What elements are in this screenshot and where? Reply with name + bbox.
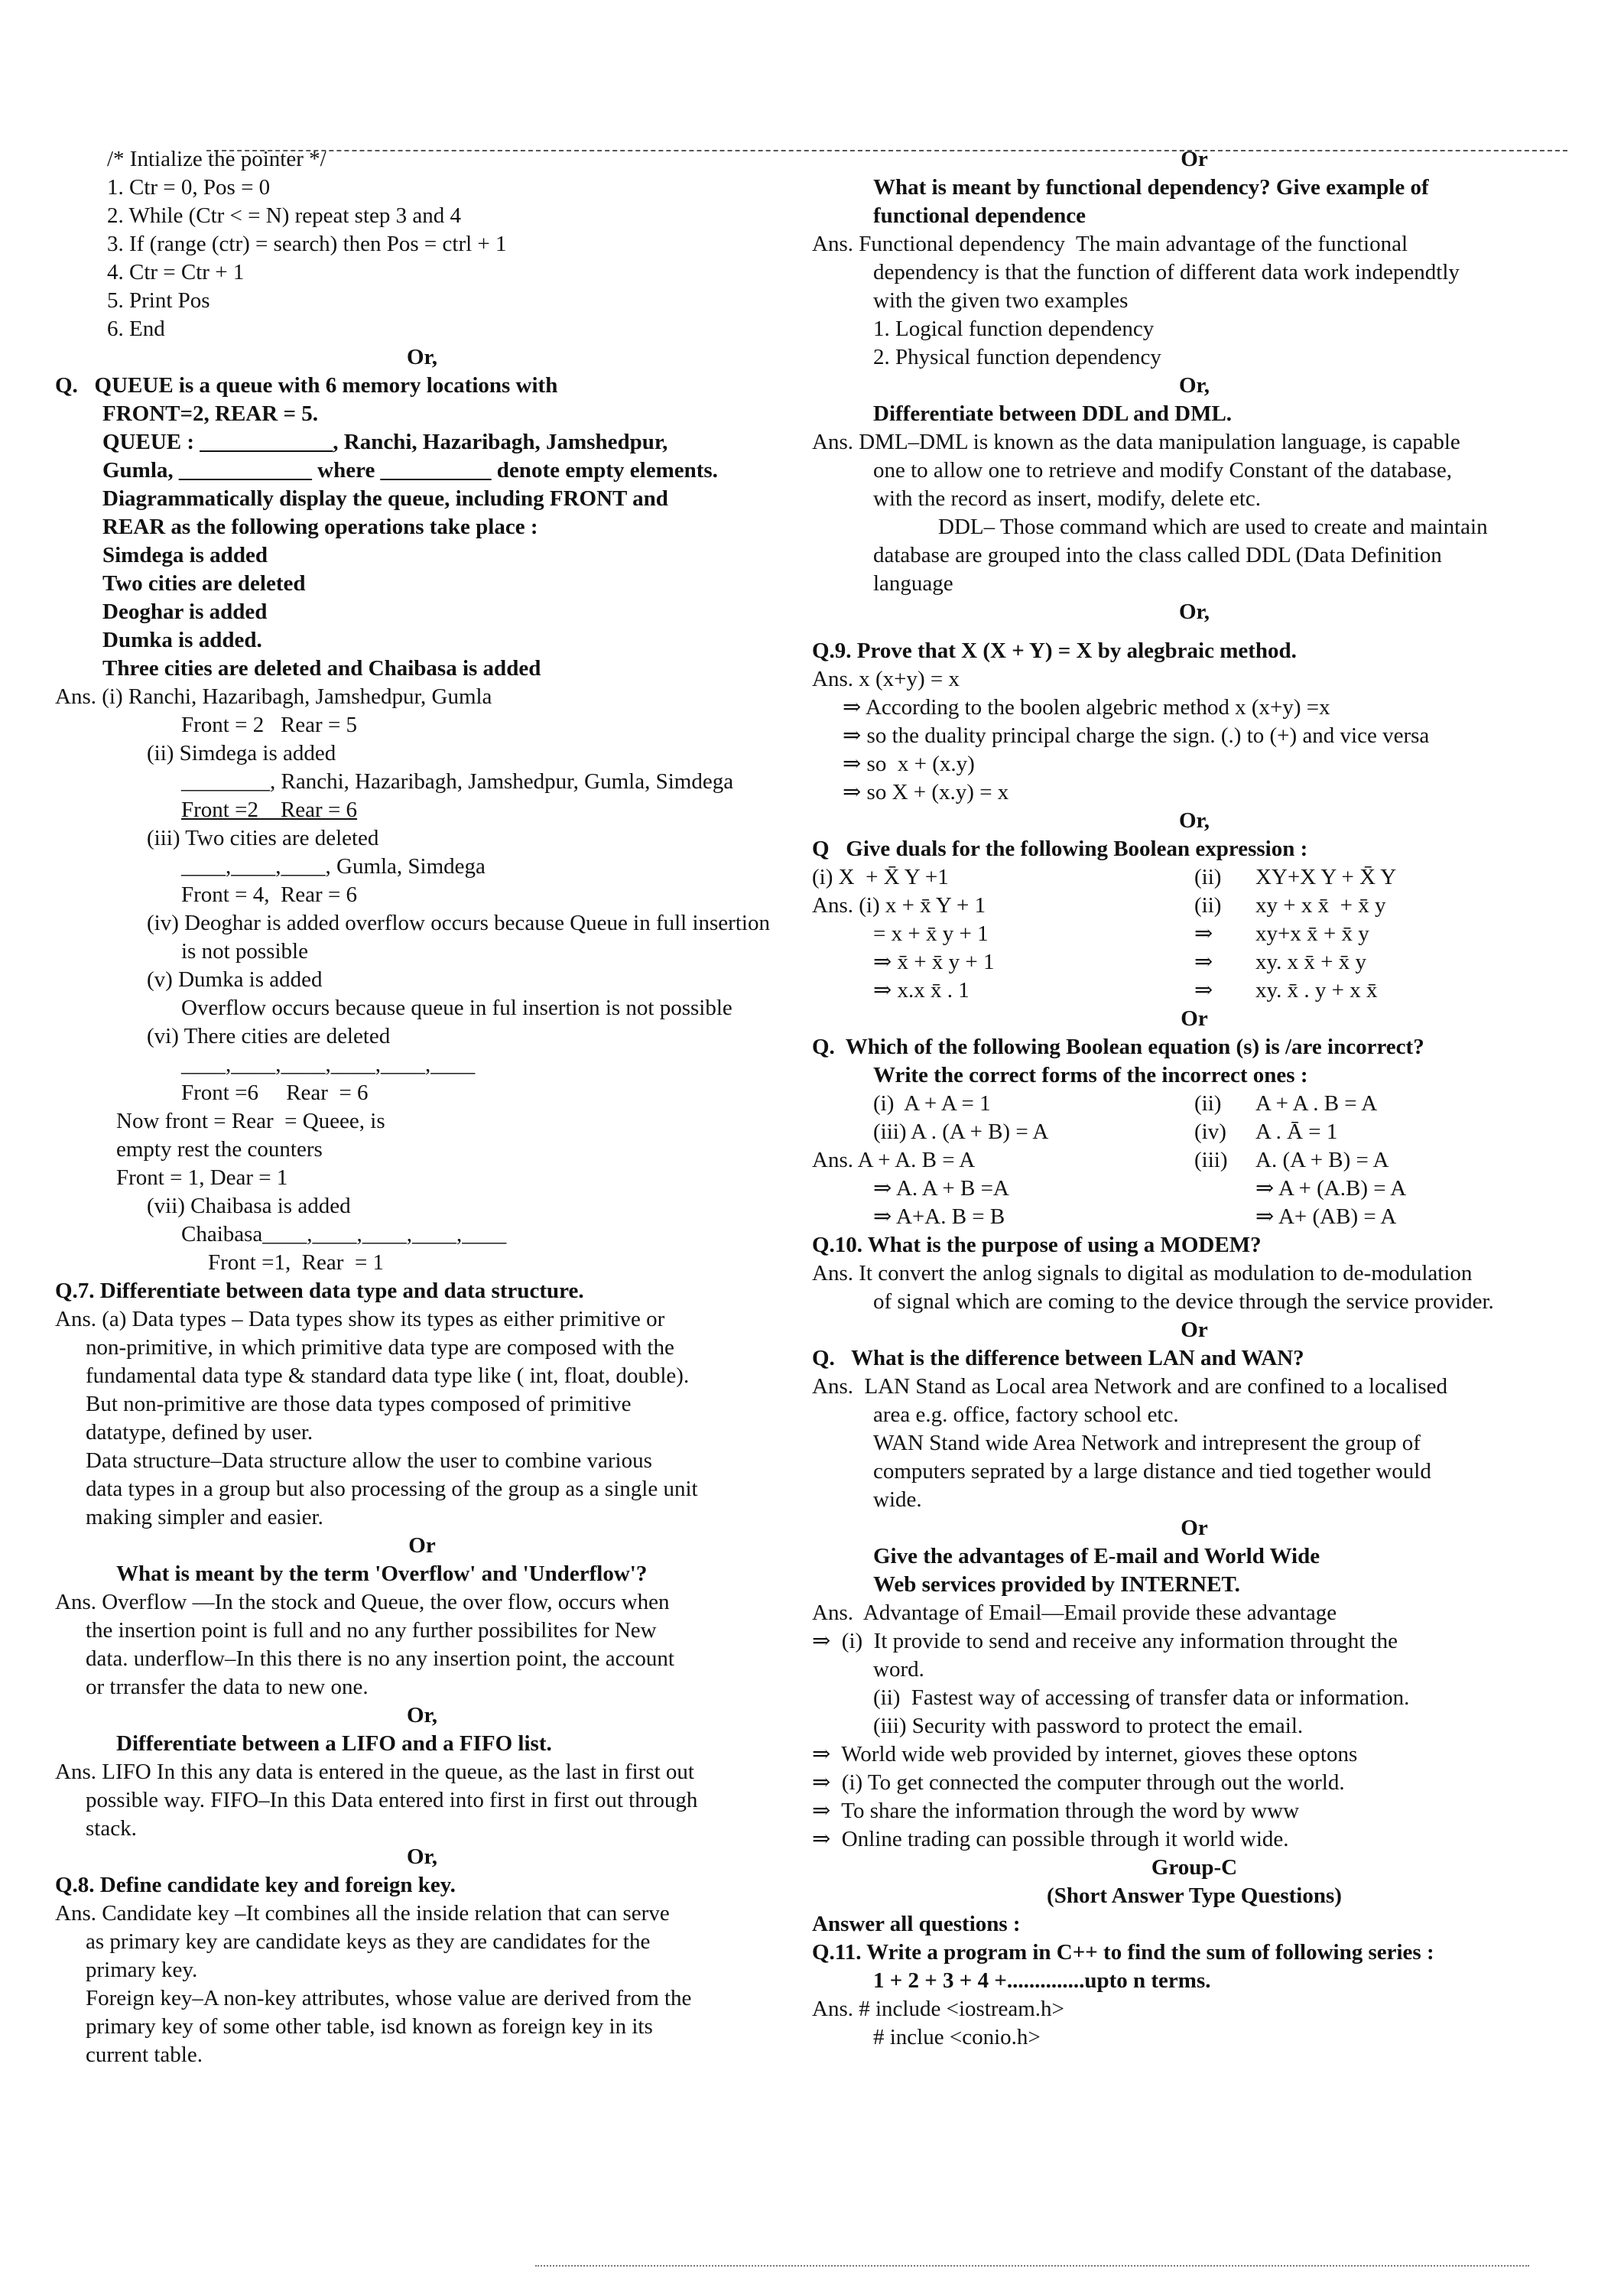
- algo-line: 3. If (range (ctr) = search) then Pos = ctrl + 1: [107, 232, 507, 256]
- answer-line: with the given two examples: [873, 288, 1129, 313]
- bool-cell: [1194, 1175, 1255, 1203]
- answer-line: wide.: [873, 1487, 922, 1512]
- answer-line: non-primitive, in which primitive data type are composed with the: [86, 1335, 674, 1360]
- algo-line: /* Intialize the pointer */: [107, 147, 326, 171]
- answer-line: ⇒ (i) To get connected the computer through out the world.: [812, 1770, 1345, 1795]
- bool-cell: ⇒ A+ (AB) = A: [1255, 1204, 1397, 1229]
- lifo-answer: [55, 1758, 789, 1843]
- answer-line: possible way. FIFO–In this Data entered into first in first out through: [86, 1788, 698, 1812]
- duals-table: [812, 863, 1577, 1005]
- bool-cell: (iii) A . (A + B) = A: [873, 1120, 1049, 1144]
- duals-cell: (i) X + X̄ Y +1: [812, 865, 949, 889]
- q10-answer: [812, 1259, 1577, 1316]
- duals-cell: xy. x x̄ + x̄ y: [1255, 950, 1366, 974]
- answer-line: Front = 4, Rear = 6: [181, 882, 358, 907]
- question-line: Give the advantages of E-mail and World Wide: [873, 1544, 1320, 1568]
- answer-line: Front =1, Rear = 1: [208, 1250, 385, 1275]
- fd-answer: [812, 230, 1577, 372]
- right-column: [812, 145, 1577, 2052]
- queue-question: [55, 372, 789, 683]
- bool-cell: ⇒ A + (A.B) = A: [1255, 1176, 1407, 1201]
- answer-line: 2. Physical function dependency: [873, 345, 1161, 369]
- or-separator: Or: [1181, 147, 1208, 171]
- duals-question: Q Give duals for the following Boolean expression :: [812, 837, 1308, 861]
- queue-answer: [55, 683, 789, 1277]
- answer-line: or trransfer the data to new one.: [86, 1675, 369, 1699]
- answer-line: Ans. It convert the anlog signals to digital as modulation to de-modulation: [812, 1261, 1473, 1285]
- answer-line: # inclue <conio.h>: [873, 2025, 1041, 2049]
- answer-line: (vi) There cities are deleted: [147, 1024, 391, 1048]
- q9-answer: [812, 665, 1577, 807]
- answer-line: empty rest the counters: [116, 1137, 323, 1162]
- bool-cell: (iv): [1194, 1120, 1226, 1144]
- algo-line: 2. While (Ctr < = N) repeat step 3 and 4: [107, 203, 462, 228]
- answer-line: the insertion point is full and no any further possibilites for New: [86, 1618, 657, 1643]
- question-line: Diagrammatically display the queue, including FRONT and: [102, 486, 668, 511]
- q10-heading: Q.10. What is the purpose of using a MODEM?: [812, 1233, 1262, 1257]
- answer-line: DDL– Those command which are used to create and maintain: [938, 515, 1488, 539]
- short-answer-heading: (Short Answer Type Questions): [1047, 1883, 1342, 1908]
- answer-line: ⇒ so x + (x.y): [843, 752, 975, 776]
- answer-line: Ans. (a) Data types – Data types show its types as either primitive or: [55, 1307, 665, 1331]
- answer-line: word.: [873, 1657, 924, 1682]
- answer-line: computers seprated by a large distance and tied together would: [873, 1459, 1431, 1484]
- answer-line: WAN Stand wide Area Network and intrepresent the group of: [873, 1431, 1421, 1455]
- duals-cell: xy. x̄ . y + x x̄: [1255, 978, 1378, 1003]
- question-line: functional dependence: [873, 203, 1086, 228]
- answer-line: primary key.: [86, 1958, 198, 1982]
- bool-cell: Ans. A + A. B = A: [812, 1148, 976, 1172]
- or-separator: Or: [408, 1533, 436, 1558]
- answer-line: Ans. Candidate key –It combines all the inside relation that can serve: [55, 1901, 670, 1926]
- duals-cell: xy+x x̄ + x̄ y: [1255, 921, 1369, 946]
- answer-line: Data structure–Data structure allow the user to combine various: [86, 1448, 652, 1473]
- or-separator: Or: [1181, 1516, 1208, 1540]
- algo-line: 6. End: [107, 317, 165, 341]
- answer-line: language: [873, 571, 953, 596]
- answer-line: datatype, defined by user.: [86, 1420, 313, 1445]
- or-separator: Or,: [1178, 373, 1210, 398]
- question-line: QUEUE : ____________, Ranchi, Hazaribagh, Jamshedpur,: [102, 430, 668, 454]
- duals-cell: (ii): [1194, 893, 1222, 918]
- ddl-answer: [812, 428, 1577, 598]
- answer-line: ⇒ World wide web provided by internet, gioves these optons: [812, 1742, 1358, 1766]
- answer-line: stack.: [86, 1816, 137, 1841]
- question-line: Simdega is added: [102, 543, 268, 567]
- lifo-question: Differentiate between a LIFO and a FIFO list.: [116, 1731, 552, 1756]
- bool-cell: ⇒ A+A. B = B: [873, 1204, 1005, 1229]
- question-line: Dumka is added.: [102, 628, 262, 652]
- answer-line: ____,____,____,____,____,____: [181, 1052, 476, 1077]
- answer-line: Ans. (i) Ranchi, Hazaribagh, Jamshedpur, Gumla: [55, 684, 492, 709]
- q11-question: [812, 1939, 1577, 1995]
- algo-line: 5. Print Pos: [107, 288, 210, 313]
- question-line: 1 + 2 + 3 + 4 +..............upto n terms.: [873, 1968, 1211, 1993]
- answer-line: 1. Logical function dependency: [873, 317, 1155, 341]
- or-separator: Or: [1181, 1318, 1208, 1342]
- answer-line: Ans. x (x+y) = x: [812, 667, 960, 691]
- or-separator: Or,: [406, 1844, 438, 1869]
- lan-question: Q. What is the difference between LAN and WAN?: [812, 1346, 1304, 1370]
- answer-line: ⇒ Online trading can possible through it world wide.: [812, 1827, 1289, 1851]
- answer-line: (ii) Simdega is added: [147, 741, 336, 765]
- or-separator: Or,: [1178, 600, 1210, 624]
- question-line: REAR as the following operations take place :: [102, 515, 538, 539]
- question-line: Deoghar is added: [102, 600, 268, 624]
- answer-line: Ans. Overflow —In the stock and Queue, the over flow, occurs when: [55, 1590, 670, 1614]
- answer-line: area e.g. office, factory school etc.: [873, 1402, 1179, 1427]
- email-question: [812, 1542, 1577, 1599]
- question-line: Two cities are deleted: [102, 571, 306, 596]
- ddl-question: Differentiate between DDL and DML.: [873, 401, 1233, 426]
- algo-line: 1. Ctr = 0, Pos = 0: [107, 175, 271, 200]
- question-line: What is meant by functional dependency? Give example of: [873, 175, 1429, 200]
- answer-line: ⇒ To share the information through the word by www: [812, 1799, 1300, 1823]
- answer-line: ⇒ so the duality principal charge the sign. (.) to (+) and vice versa: [843, 723, 1430, 748]
- q7-heading: Q.7. Differentiate between data type and data structure.: [55, 1279, 584, 1303]
- answer-line: Ans. LIFO In this any data is entered in the queue, as the last in first out: [55, 1760, 694, 1784]
- answer-line: ⇒ (i) It provide to send and receive any information throught the: [812, 1629, 1398, 1653]
- duals-cell: xy + x x̄ + x̄ y: [1255, 893, 1386, 918]
- answer-line: with the record as insert, modify, delete etc.: [873, 486, 1262, 511]
- duals-cell: ⇒: [1194, 978, 1213, 1003]
- answer-line: as primary key are candidate keys as they are candidates for the: [86, 1929, 651, 1954]
- answer-line: is not possible: [181, 939, 308, 964]
- answer-line: Ans. # include <iostream.h>: [812, 1997, 1064, 2021]
- q8-heading: Q.8. Define candidate key and foreign key.: [55, 1873, 456, 1897]
- answer-line: ________, Ranchi, Hazaribagh, Jamshedpur, Gumla, Simdega: [181, 769, 734, 794]
- answer-line: Foreign key–A non-key attributes, whose value are derived from the: [86, 1986, 692, 2010]
- answer-line: dependency is that the function of different data work independtly: [873, 260, 1460, 284]
- bool-cell: A . Ā = 1: [1255, 1120, 1338, 1144]
- answer-line: Ans. Functional dependency The main advantage of the functional: [812, 232, 1408, 256]
- bool-cell: [1194, 1203, 1255, 1231]
- q7-answer: [55, 1305, 789, 1532]
- duals-cell: ⇒ x.x x̄ . 1: [873, 978, 970, 1003]
- q11-answer: [812, 1995, 1577, 2052]
- fd-question: [812, 174, 1577, 230]
- question-line: Gumla, ____________ where __________ denote empty elements.: [102, 458, 718, 483]
- duals-cell: ⇒ x̄ + x̄ y + 1: [873, 950, 995, 974]
- email-answer: [812, 1599, 1577, 1854]
- lan-answer: [812, 1373, 1577, 1514]
- algo-line: 4. Ctr = Ctr + 1: [107, 260, 245, 284]
- answer-line: Front =6 Rear = 6: [181, 1081, 369, 1105]
- algorithm-block: [55, 145, 789, 343]
- answer-line: current table.: [86, 2043, 203, 2067]
- question-line: Write the correct forms of the incorrect ones :: [873, 1063, 1308, 1087]
- question-line: Q. Which of the following Boolean equation (s) is /are incorrect?: [812, 1035, 1424, 1059]
- bool-cell: A + A . B = A: [1255, 1091, 1378, 1116]
- answer-line: (iii) Security with password to protect the email.: [873, 1714, 1304, 1738]
- bottom-dotted-rule: [535, 2265, 1529, 2267]
- bool-cell: (ii): [1194, 1091, 1222, 1116]
- duals-cell: XY+X Y + X̄ Y: [1255, 865, 1397, 889]
- answer-line: (iii) Two cities are deleted: [147, 826, 379, 850]
- answer-line: Ans. DML–DML is known as the data manipulation language, is capable: [812, 430, 1460, 454]
- answer-line: Chaibasa____,____,____,____,____: [181, 1222, 507, 1246]
- answer-line: one to allow one to retrieve and modify Constant of the database,: [873, 458, 1453, 483]
- answer-line: Front = 2 Rear = 5: [181, 713, 358, 737]
- question-line: Q. QUEUE is a queue with 6 memory locations with: [55, 373, 558, 398]
- bool-cell: ⇒ A. A + B =A: [873, 1176, 1009, 1201]
- group-c-heading: Group-C: [1151, 1855, 1238, 1880]
- answer-all-instruction: Answer all questions :: [812, 1912, 1021, 1936]
- answer-line: data types in a group but also processing of the group as a single unit: [86, 1477, 698, 1501]
- or-separator: Or,: [406, 1703, 438, 1727]
- or-separator: Or: [1181, 1006, 1208, 1031]
- q8-answer: [55, 1900, 789, 2069]
- spacer: [812, 626, 1577, 637]
- answer-line: Ans. Advantage of Email—Email provide these advantage: [812, 1601, 1337, 1625]
- answer-line: Overflow occurs because queue in ful insertion is not possible: [181, 996, 732, 1020]
- question-line: Web services provided by INTERNET.: [873, 1572, 1240, 1597]
- answer-line: primary key of some other table, isd known as foreign key in its: [86, 2014, 653, 2039]
- question-line: FRONT=2, REAR = 5.: [102, 401, 318, 426]
- answer-line: ⇒ so X + (x.y) = x: [843, 780, 1009, 804]
- answer-line: (vii) Chaibasa is added: [147, 1194, 351, 1218]
- answer-line: making simpler and easier.: [86, 1505, 323, 1529]
- answer-line: (ii) Fastest way of accessing of transfer data or information.: [873, 1685, 1410, 1710]
- bool-cell: (i) A + A = 1: [873, 1091, 991, 1116]
- left-column: [55, 145, 789, 2069]
- q9-heading: Q.9. Prove that X (X + Y) = X by alegbraic method.: [812, 639, 1297, 663]
- bool-table: [812, 1090, 1577, 1231]
- answer-line: Front = 1, Dear = 1: [116, 1165, 288, 1190]
- answer-line: ⇒ According to the boolen algebric method x (x+y) =x: [843, 695, 1330, 720]
- bool-cell: (iii): [1194, 1148, 1228, 1172]
- bool-cell: A. (A + B) = A: [1255, 1148, 1389, 1172]
- overflow-question: What is meant by the term 'Overflow' and 'Underflow'?: [116, 1562, 648, 1586]
- overflow-answer: [55, 1588, 789, 1701]
- duals-cell: (ii): [1194, 865, 1222, 889]
- or-separator: Or,: [406, 345, 438, 369]
- duals-cell: Ans. (i) x + x̄ Y + 1: [812, 893, 986, 918]
- answer-line: Now front = Rear = Queee, is: [116, 1109, 385, 1133]
- answer-line: But non-primitive are those data types composed of primitive: [86, 1392, 632, 1416]
- question-line: Q.11. Write a program in C++ to find the sum of following series :: [812, 1940, 1434, 1965]
- answer-line: (v) Dumka is added: [147, 967, 323, 992]
- bool-question: [812, 1033, 1577, 1090]
- duals-cell: ⇒: [1194, 921, 1213, 946]
- question-line: Three cities are deleted and Chaibasa is added: [102, 656, 541, 681]
- answer-line: of signal which are coming to the device through the service provider.: [873, 1289, 1494, 1314]
- answer-line: data. underflow–In this there is no any insertion point, the account: [86, 1646, 674, 1671]
- answer-line: ____,____,____, Gumla, Simdega: [181, 854, 486, 879]
- answer-line: database are grouped into the class called DDL (Data Definition: [873, 543, 1442, 567]
- duals-cell: ⇒: [1194, 950, 1213, 974]
- answer-line: fundamental data type & standard data type like ( int, float, double).: [86, 1363, 690, 1388]
- answer-line: (iv) Deoghar is added overflow occurs because Queue in full insertion: [147, 911, 770, 935]
- answer-line: Front =2 Rear = 6: [181, 798, 358, 822]
- answer-line: Ans. LAN Stand as Local area Network and are confined to a localised: [812, 1374, 1448, 1399]
- duals-cell: = x + x̄ y + 1: [873, 921, 989, 946]
- or-separator: Or,: [1178, 808, 1210, 833]
